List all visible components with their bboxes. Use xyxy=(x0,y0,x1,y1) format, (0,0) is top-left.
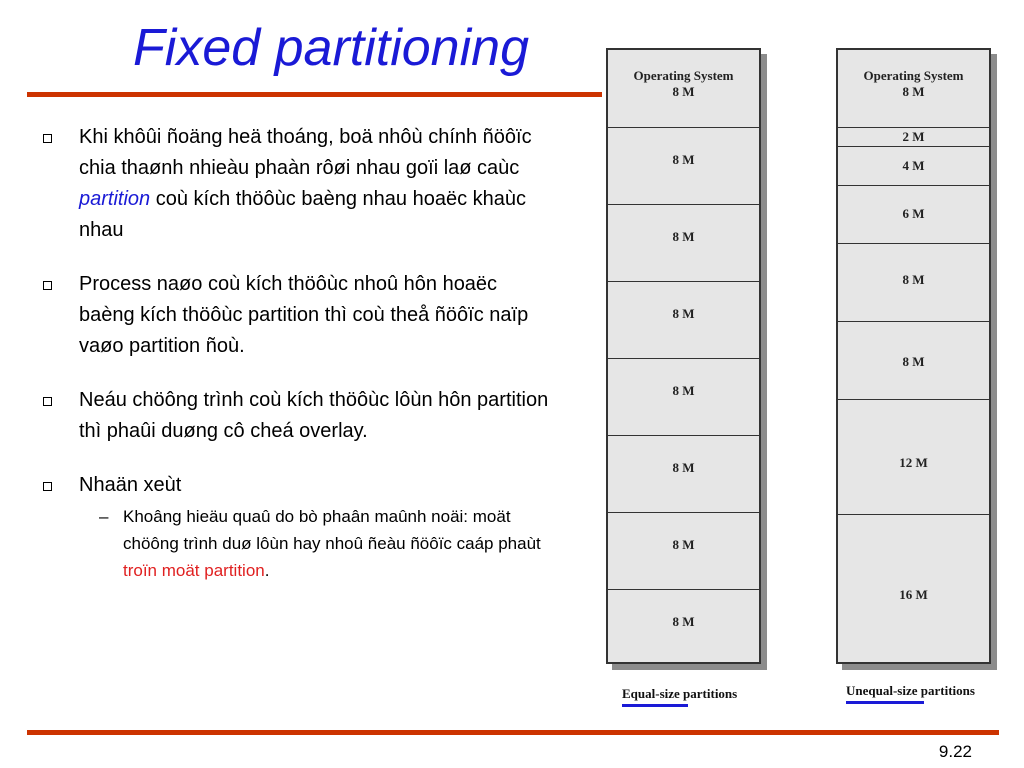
partition-size: 8 M xyxy=(672,537,695,552)
bullet-item xyxy=(42,470,552,584)
partition-size: 12 M xyxy=(899,455,928,470)
bullet-text: Nhaän xeùt xyxy=(79,474,182,496)
os-label: Operating System xyxy=(633,68,734,83)
partition-block xyxy=(608,282,759,359)
caption-rest: partitions xyxy=(679,686,738,701)
bullet-text: Khi khôûi ñoäng heä thoáng, boä nhôù chính ñöôïc chia thaønh nhieàu phaàn rôøi nhau goïi laø caùc xyxy=(79,126,532,179)
partition-size: 8 M xyxy=(672,460,695,475)
bullet-highlight: partition xyxy=(79,188,151,210)
os-block xyxy=(608,50,759,128)
unequal-caption-underline xyxy=(846,701,924,704)
square-bullet-icon xyxy=(43,482,52,491)
partition-block xyxy=(608,128,759,205)
bullet-list xyxy=(42,122,552,584)
sub-bullet-tail: . xyxy=(264,561,270,580)
os-size: 8 M xyxy=(672,84,695,99)
partition-block xyxy=(838,128,989,147)
bullet-item xyxy=(42,122,552,246)
caption-rest: partitions xyxy=(917,683,975,698)
memory-column xyxy=(606,48,761,664)
caption-emphasis: Equal-size xyxy=(622,686,680,701)
partition-size: 8 M xyxy=(672,383,695,398)
partition-size: 16 M xyxy=(899,587,928,602)
sub-bullet-item xyxy=(79,503,552,584)
partition-block xyxy=(608,359,759,436)
unequal-size-diagram xyxy=(836,48,991,664)
equal-caption-underline xyxy=(622,704,688,707)
slide-title: Fixed partitioning xyxy=(133,19,529,77)
bullet-text-tail: coù kích thöôùc baèng nhau hoaëc khaùc nhau xyxy=(79,188,526,241)
partition-size: 8 M xyxy=(902,272,925,287)
partition-size: 8 M xyxy=(672,229,695,244)
equal-size-caption xyxy=(622,686,737,702)
bottom-rule xyxy=(27,730,999,735)
top-rule xyxy=(27,92,602,97)
partition-size: 8 M xyxy=(672,306,695,321)
caption-emphasis: Unequal-size xyxy=(846,683,918,698)
os-label: Operating System xyxy=(863,68,964,83)
sub-bullet-text: Khoâng hieäu quaû do bò phaân maûnh noäi: moät chöông trình duø lôùn hay nhoû ñeàu ñöôïc caáp phaùt xyxy=(123,507,541,553)
sub-bullet-red: troïn moät partition xyxy=(123,561,265,580)
os-size: 8 M xyxy=(902,84,925,99)
partition-block xyxy=(608,590,759,662)
partition-block xyxy=(838,186,989,244)
partition-size: 8 M xyxy=(902,354,925,369)
bullet-text: Neáu chöông trình coù kích thöôùc lôùn hôn partition thì phaûi duøng cô cheá overlay. xyxy=(79,389,549,442)
square-bullet-icon xyxy=(43,397,52,406)
partition-block xyxy=(608,205,759,282)
partition-size: 2 M xyxy=(902,129,925,144)
partition-size: 8 M xyxy=(672,614,695,629)
memory-column xyxy=(836,48,991,664)
square-bullet-icon xyxy=(43,281,52,290)
unequal-size-caption xyxy=(846,683,975,699)
bullet-text: Process naøo coù kích thöôùc nhoû hôn hoaëc baèng kích thöôùc partition thì coù theå ñöôïc naïp vaøo partition ñoù. xyxy=(79,273,529,357)
dash-bullet-icon: – xyxy=(99,507,109,526)
partition-size: 6 M xyxy=(902,206,925,221)
bullet-item xyxy=(42,385,552,447)
partition-block xyxy=(838,147,989,186)
partition-size: 4 M xyxy=(902,158,925,173)
partition-size: 8 M xyxy=(672,152,695,167)
square-bullet-icon xyxy=(43,134,52,143)
partition-block xyxy=(608,436,759,513)
partition-block xyxy=(838,400,989,515)
page-number: 9.22 xyxy=(938,742,972,761)
partition-block xyxy=(838,322,989,400)
os-block xyxy=(838,50,989,128)
partition-block xyxy=(608,513,759,590)
partition-block xyxy=(838,515,989,662)
equal-size-diagram xyxy=(606,48,761,664)
bullet-item xyxy=(42,269,552,362)
partition-block xyxy=(838,244,989,322)
